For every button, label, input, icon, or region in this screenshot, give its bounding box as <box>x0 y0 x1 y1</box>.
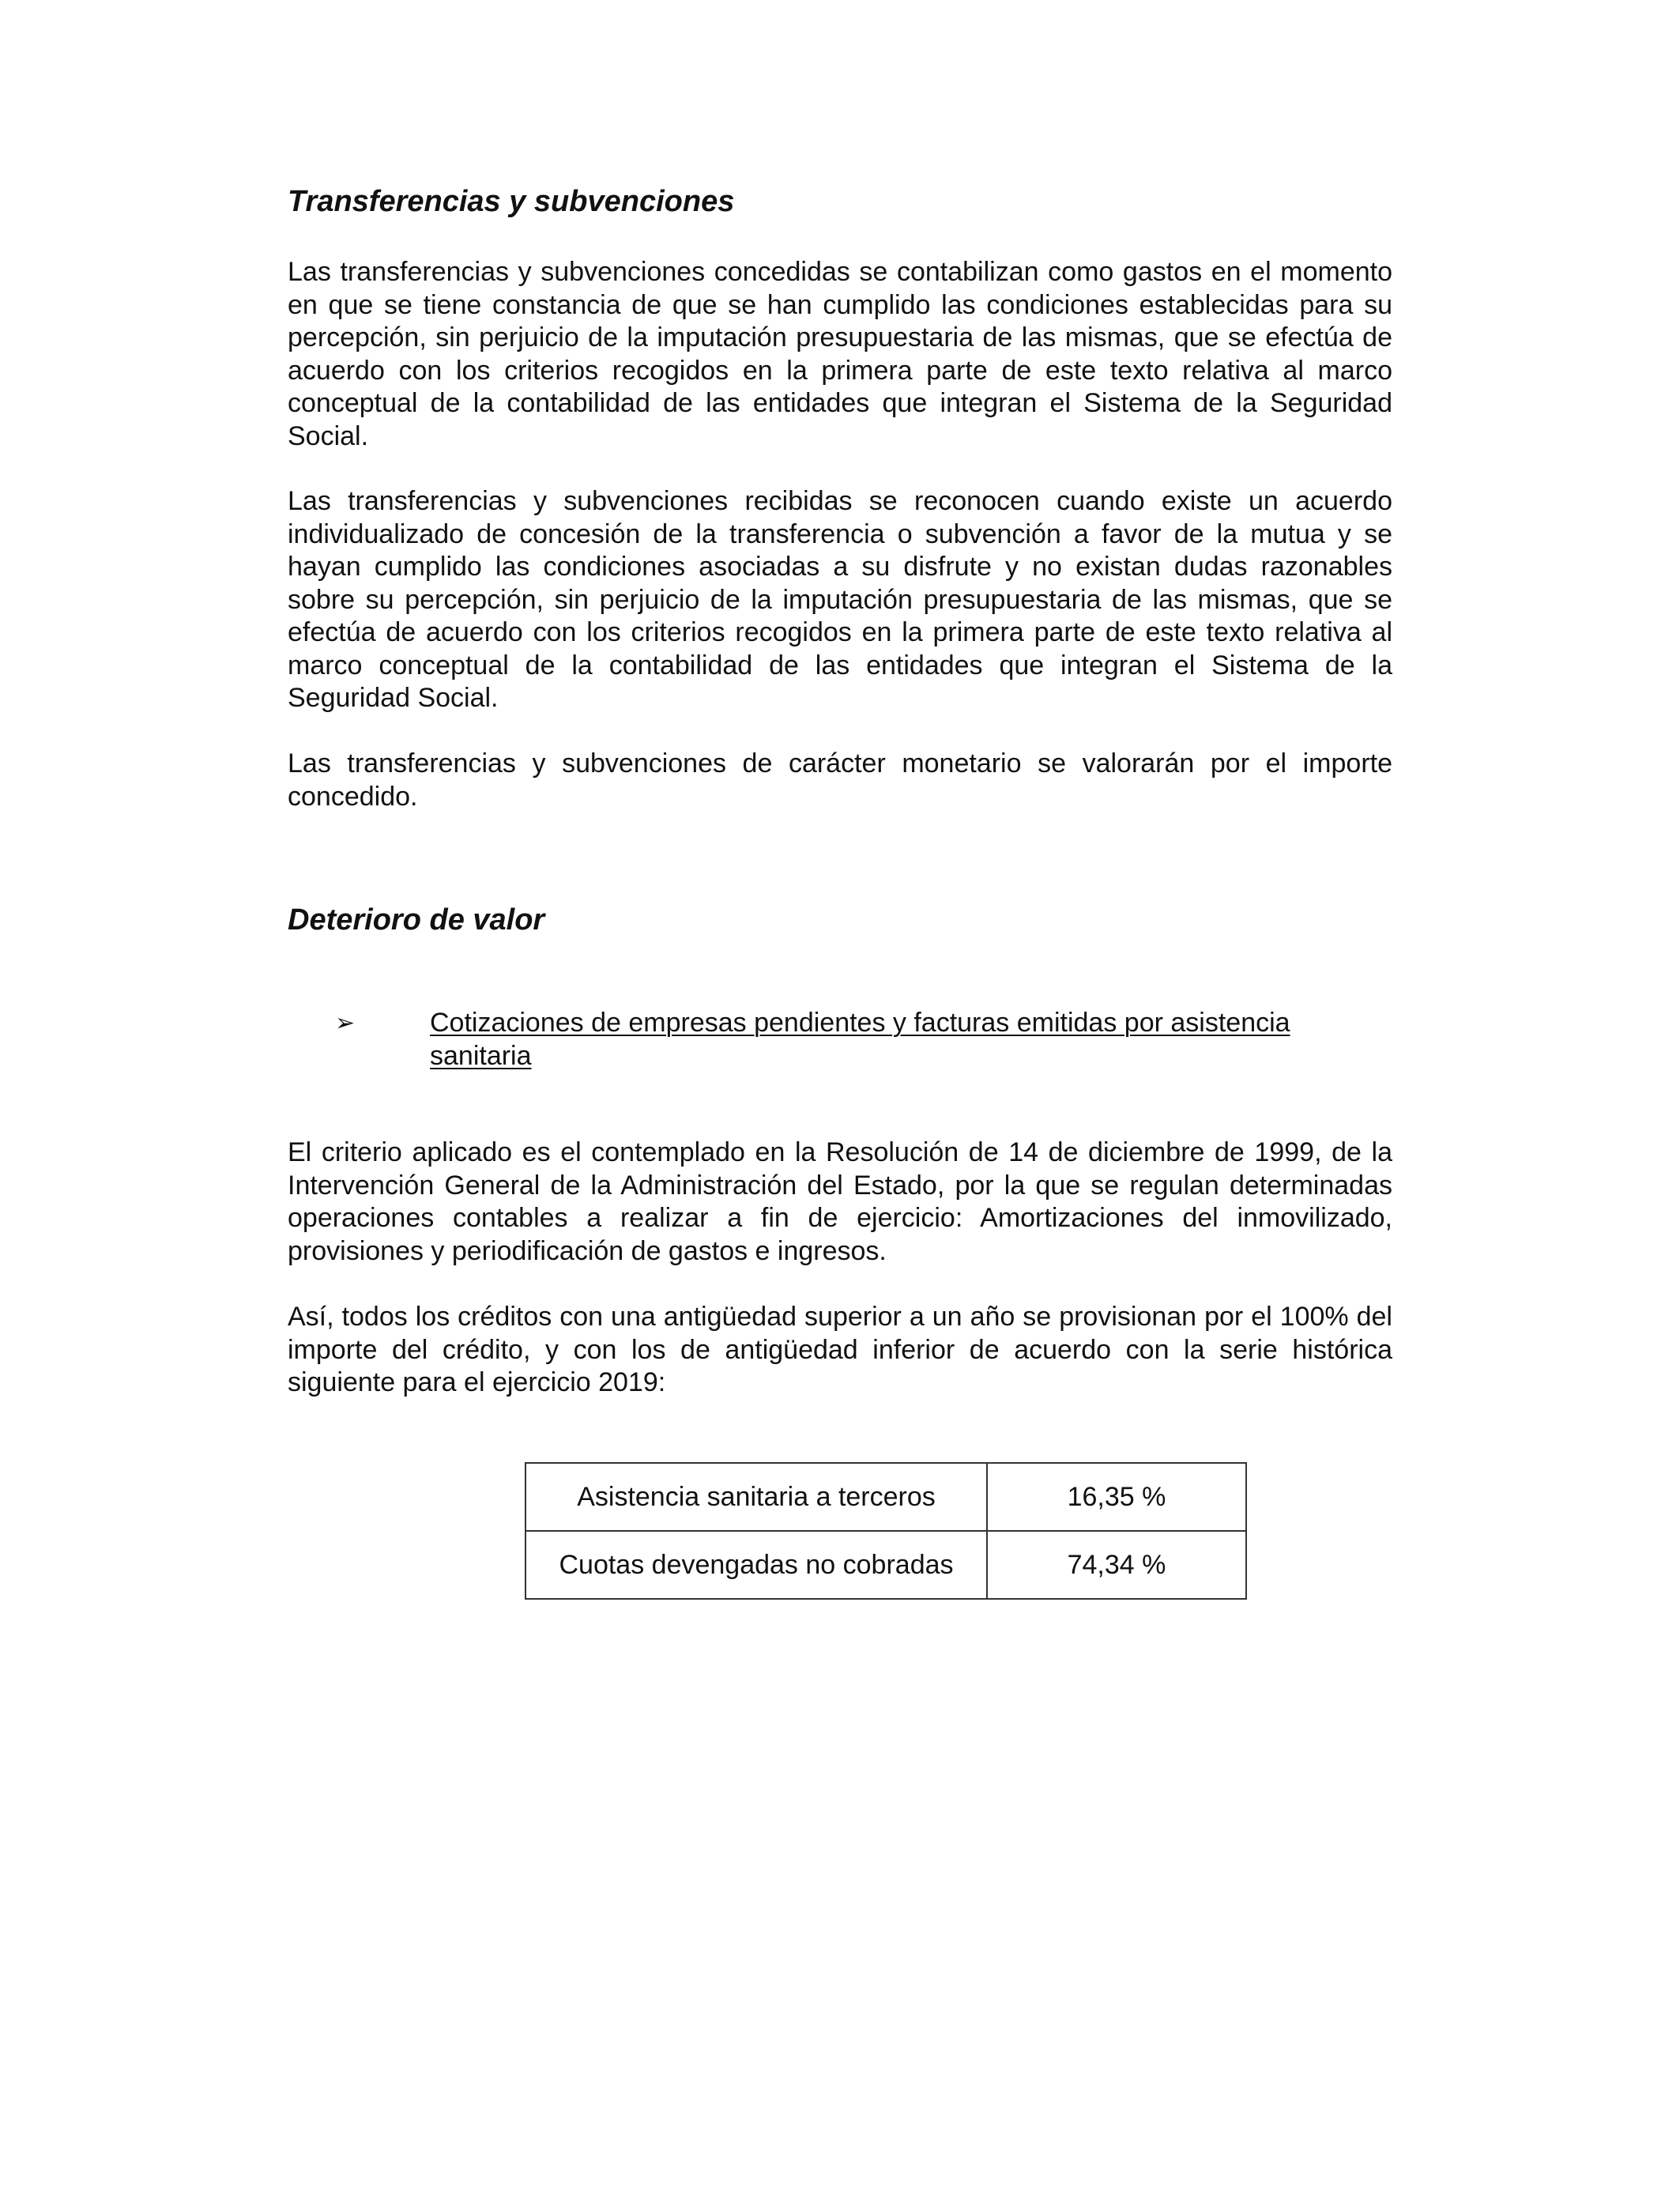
table-row <box>525 1463 1246 1531</box>
paragraph-transferencias-recibidas: Las transferencias y subvenciones recibidas se reconocen cuando existe un acuerdo individualizado de concesión de la transferencia o subvención a favor de la mutua y se hayan cumplido las condiciones asociadas a su disfrute y no existan dudas razonables sobre su percepción, sin perjuicio de la imputación presupuestaria de las mismas, que se efectúa de acuerdo con los criterios recogidos en la primera parte de este texto relativa al marco conceptual de la contabilidad de las entidades que integran el Sistema de la Seguridad Social. <box>288 486 1392 713</box>
table-row <box>525 1531 1246 1599</box>
paragraph-transferencias-valoracion: Las transferencias y subvenciones de carácter monetario se valorarán por el importe concedido. <box>288 748 1392 812</box>
paragraph-transferencias-concedidas: Las transferencias y subvenciones concedidas se contabilizan como gastos en el momento en que se tiene constancia de que se han cumplido las condiciones establecidas para su percepción, sin perjuicio de la imputación presupuestaria de las mismas, que se efectúa de acuerdo con los criterios recogidos en la primera parte de este texto relativa al marco conceptual de la contabilidad de las entidades que integran el Sistema de la Seguridad Social. <box>288 257 1392 451</box>
section-heading-transferencias: Transferencias y subvenciones <box>288 185 735 218</box>
provision-rates-table <box>525 1462 1247 1600</box>
arrow-bullet-icon: ➢ <box>335 1010 356 1036</box>
bullet-text-cotizaciones: Cotizaciones de empresas pendientes y facturas emitidas por asistencia sanitaria <box>430 1008 1290 1071</box>
table-cell-value: 16,35 % <box>987 1463 1246 1531</box>
paragraph-provision-creditos: Así, todos los créditos con una antigüedad superior a un año se provisionan por el 100% del importe del crédito, y con los de antigüedad inferior de acuerdo con la serie histórica siguiente para el ejercicio 2019: <box>288 1302 1392 1397</box>
paragraph-criterio-aplicado: El criterio aplicado es el contemplado en la Resolución de 14 de diciembre de 1999, de la Intervención General de la Administración del Estado, por la que se regulan determinadas operaciones contables a realizar a fin de ejercicio: Amortizaciones del inmovilizado, provisiones y periodificación de gastos e ingresos. <box>288 1137 1392 1266</box>
section-heading-deterioro: Deterioro de valor <box>288 903 545 937</box>
table-cell-label: Cuotas devengadas no cobradas <box>525 1531 987 1599</box>
table-cell-value: 74,34 % <box>987 1531 1246 1599</box>
table-cell-label: Asistencia sanitaria a terceros <box>525 1463 987 1531</box>
